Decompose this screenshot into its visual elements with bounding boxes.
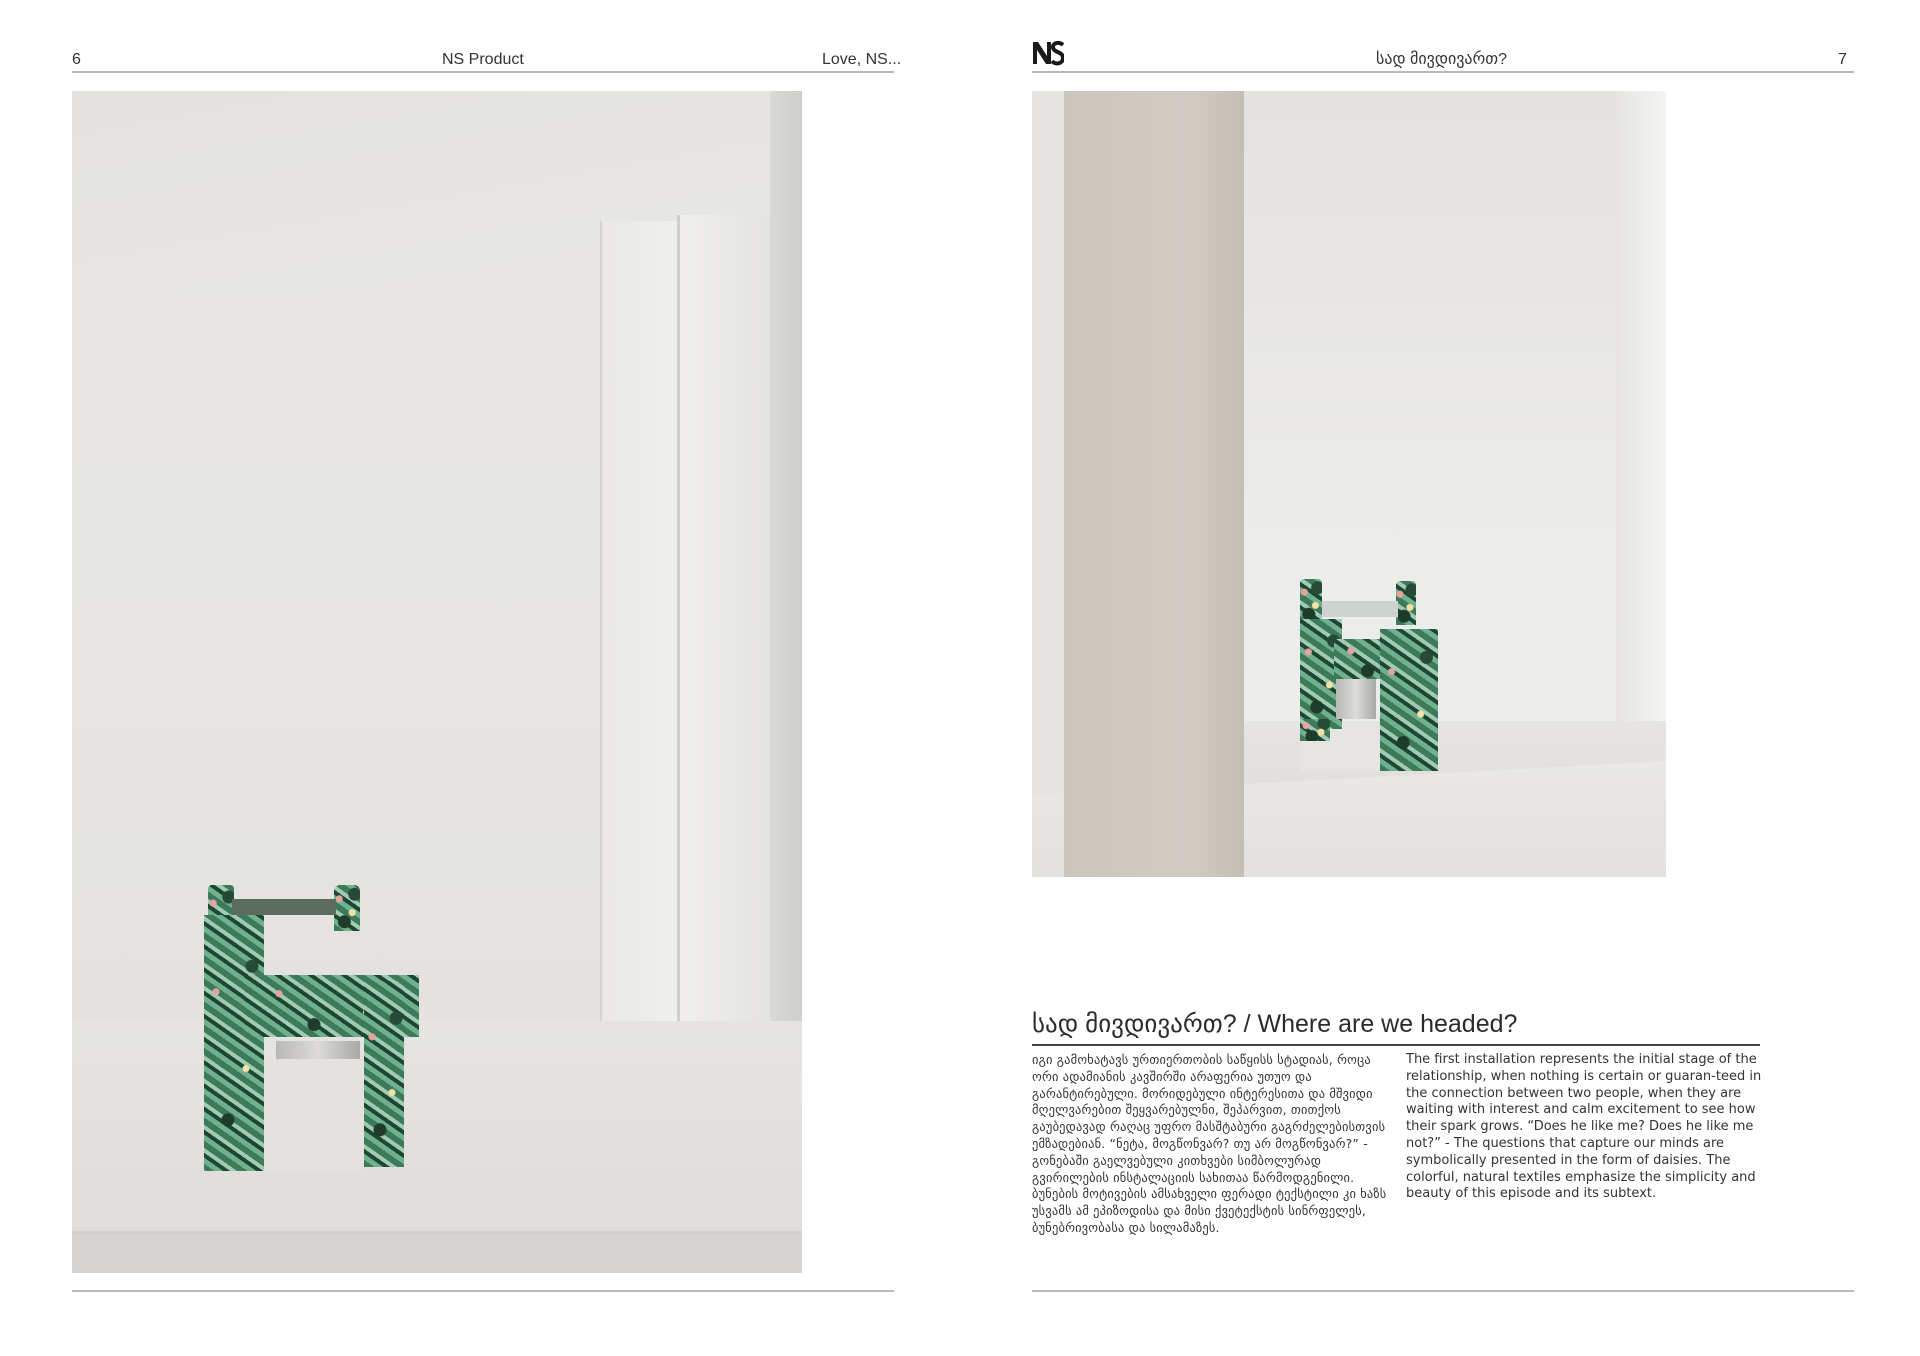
header-right-title: Love, NS...	[822, 51, 902, 68]
title-rule	[1032, 1044, 1760, 1046]
article-title: სად მივდივართ? / Where are we headed?	[1032, 1010, 1518, 1038]
floral-chair	[1300, 579, 1440, 771]
footer-rule	[1032, 1290, 1854, 1292]
header-center-title: NS Product	[442, 51, 524, 68]
chair-photo-large	[72, 91, 802, 1273]
article-text-english: The first installation represents the initial stage of the relationship, when nothing is certain or guaran-teed in the connection between two people, when they are waiting with interest and calm excitement to see how their spark grows. “Does he like me? Does he like me not?” - The questions that capture our minds are symbolically presented in the form of daisies. The colorful, natural textiles emphasize the simplicity and beauty of this episode and its subtext.	[1406, 1052, 1762, 1202]
footer-rule	[72, 1290, 894, 1292]
right-page	[960, 0, 1920, 1356]
article-text-georgian: იგი გამოხატავს ურთიერთობის საწყისს სტადიას, როცა ორი ადამიანის კავშირში არაფერია უთუო და გარანტირებული. მორიდებული ინტერესითა და მშვიდი მღელვარებით შეყვარებულნი, შეპარვით, თითქოს გაუბედავად რაღაც უფრო მასშტაბური გაგრძელებისთვის ემზადებიან. “ნეტა, მოგწონვარ? თუ არ მოგწონვარ?” - გონებაში გაელვებული კითხვები სიმბოლურად გვირილების ინსტალაციის სახითაა წარმოდგენილი. ბუნების მოტივების ამსახველი ფერადი ტექსტილი კი ხაზს უსვამს ამ ეპიზოდისა და მისი ქვეტექსტის სინრფელეს, ბუნებრივობასა და სილამაზეს.	[1032, 1052, 1387, 1235]
header-center-title: სად მივდივართ?	[1376, 51, 1507, 68]
chair-photo-column	[1032, 91, 1666, 877]
ns-logo	[1032, 40, 1064, 66]
page-number: 6	[72, 51, 81, 68]
floral-chair	[204, 885, 424, 1171]
header-rule	[72, 71, 894, 73]
page-number: 7	[1838, 51, 1847, 68]
header-rule	[1032, 71, 1854, 73]
